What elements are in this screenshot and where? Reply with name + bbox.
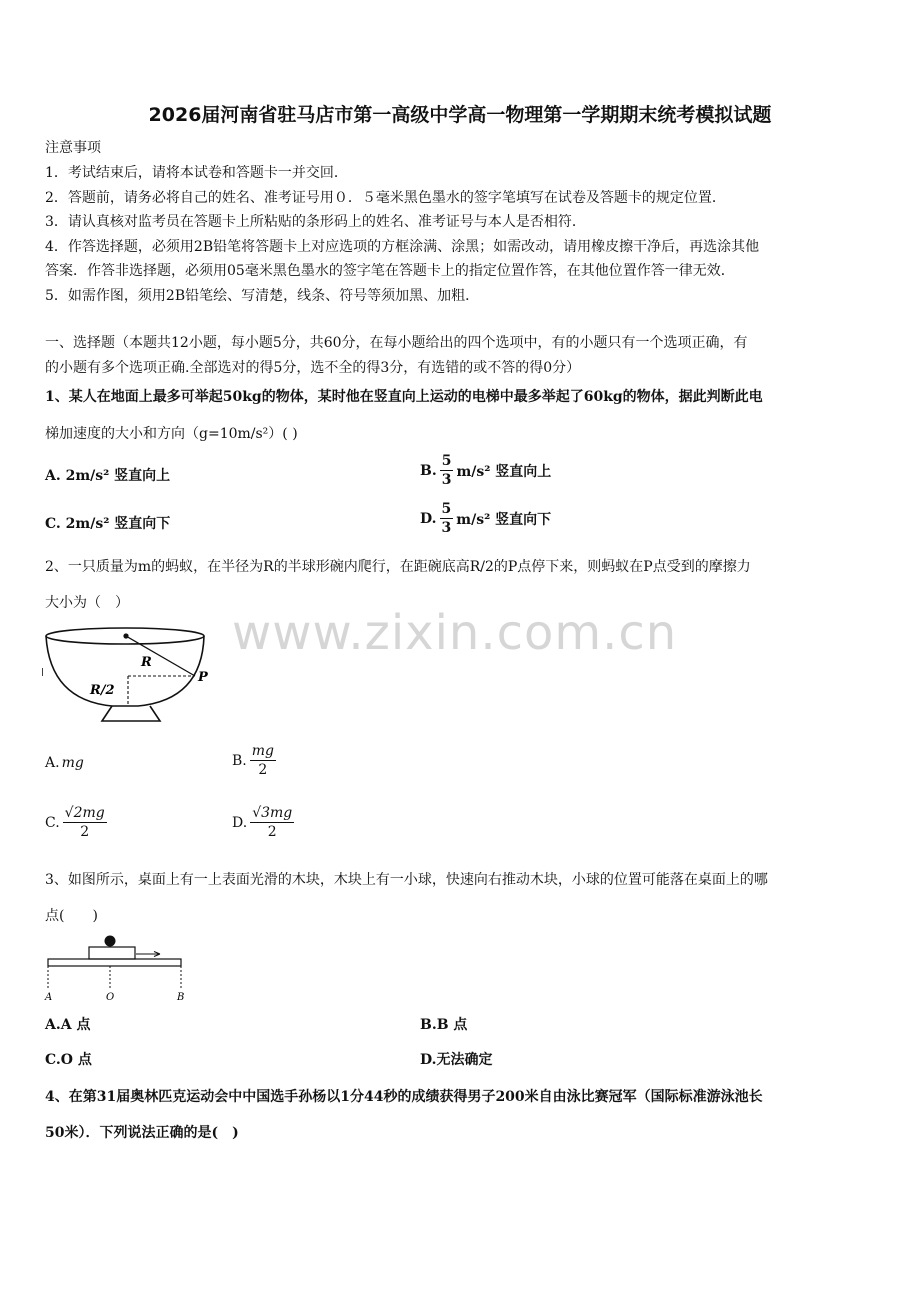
section-heading-cont: 的小题有多个选项正确.全部选对的得5分，选不全的得3分，有选错的或不答的得0分） — [45, 360, 581, 376]
q2-b-den: 2 — [258, 762, 268, 778]
q1-option-d — [420, 500, 551, 537]
watermark: www.zixin.com.cn — [232, 605, 678, 661]
q2-a-value: mg — [61, 755, 84, 771]
fig-label-b: B — [177, 992, 185, 1003]
q1-option-c: C. 2m/s² 竖直向下 — [45, 516, 171, 532]
q3-option-c: C.O 点 — [45, 1052, 92, 1068]
q1-d-fraction — [440, 500, 454, 537]
fig-label-p: P — [198, 670, 208, 685]
notice-item: 2．答题前，请务必将自己的姓名、准考证号用０．５毫米黑色墨水的签字笔填写在试卷及答题卡的规定位置． — [45, 190, 726, 206]
q1-d-prefix: D. — [420, 510, 437, 527]
q1-stem-cont: 梯加速度的大小和方向（g=10m/s²）( ) — [45, 426, 298, 442]
table-figure — [42, 932, 192, 1006]
tabletop — [48, 959, 181, 966]
fig-label-r2: R/2 — [90, 683, 115, 698]
page-title: 2026届河南省驻马店市第一高级中学高一物理第一学期期末统考模拟试题 — [148, 104, 772, 126]
q1-b-suffix: m/s² 竖直向上 — [456, 463, 552, 480]
q2-option-c — [45, 804, 110, 841]
bowl-shape — [42, 628, 204, 721]
q3-option-d: D.无法确定 — [420, 1052, 493, 1068]
q4-stem-cont: 50米）．下列说法正确的是( ) — [45, 1125, 239, 1141]
ball — [105, 936, 116, 947]
fig-label-a: A — [45, 992, 53, 1003]
fig-label-r: R — [141, 655, 152, 670]
notice-item: 3．请认真核对监考员在答题卡上所粘贴的条形码上的姓名、准考证号与本人是否相符． — [45, 214, 586, 230]
notice-item: 4．作答选择题，必须用2B铅笔将答题卡上对应选项的方框涂满、涂黑；如需改动，请用橡皮擦干净后，再选涂其他 — [45, 239, 760, 255]
q2-option-b — [232, 742, 279, 779]
q3-option-b: B.B 点 — [420, 1017, 468, 1033]
bowl-figure — [42, 624, 222, 730]
q2-c-fraction — [63, 804, 107, 841]
q1-b-fraction — [440, 452, 454, 489]
wood-block — [89, 947, 135, 959]
q2-d-prefix: D. — [232, 814, 248, 831]
q1-b-prefix: B. — [420, 462, 437, 479]
q2-b-num: mg — [251, 743, 274, 759]
q2-c-den: 2 — [80, 824, 90, 840]
notice-item: 答案．作答非选择题，必须用05毫米黑色墨水的签字笔在答题卡上的指定位置作答，在其他位置作答一律无效． — [45, 263, 735, 279]
fig-label-o: O — [106, 992, 115, 1003]
q3-option-a: A.A 点 — [45, 1017, 91, 1033]
q2-d-num: √3mg — [252, 805, 293, 821]
q1-b-num: 5 — [441, 453, 452, 469]
q1-d-den: 3 — [441, 520, 452, 536]
q2-d-fraction — [250, 804, 294, 841]
q1-option-a: A. 2m/s² 竖直向上 — [45, 468, 171, 484]
notice-item: 1．考试结束后，请将本试卷和答题卡一并交回． — [45, 165, 348, 181]
q2-b-fraction — [250, 742, 276, 779]
q2-a-prefix: A. — [45, 755, 60, 771]
q3-stem: 3、如图所示，桌面上有一上表面光滑的木块，木块上有一小球，快速向右推动木块，小球的位置可能落在桌面上的哪 — [45, 872, 768, 888]
notice-item: 5．如需作图，须用2B铅笔绘、写清楚，线条、符号等须加黑、加粗． — [45, 288, 480, 304]
q2-stem: 2、一只质量为m的蚂蚁，在半径为R的半球形碗内爬行，在距碗底高R/2的P点停下来，则蚂蚁在P点受到的摩擦力 — [45, 559, 751, 575]
q2-b-prefix: B. — [232, 752, 247, 769]
q2-c-prefix: C. — [45, 814, 60, 831]
q1-d-suffix: m/s² 竖直向下 — [456, 511, 552, 528]
q1-d-num: 5 — [441, 501, 452, 517]
q2-option-d — [232, 804, 297, 841]
q2-option-a — [45, 755, 84, 771]
q1-b-den: 3 — [441, 472, 452, 488]
q2-stem-cont: 大小为（ ） — [45, 595, 129, 611]
q4-stem: 4、在第31届奥林匹克运动会中中国选手孙杨以1分44秒的成绩获得男子200米自由泳比赛冠军（国际标准游泳池长 — [45, 1089, 763, 1105]
q2-c-num: √2mg — [64, 805, 105, 821]
notice-heading: 注意事项 — [45, 140, 101, 156]
q2-d-den: 2 — [267, 824, 277, 840]
q3-stem-cont: 点( ) — [45, 908, 98, 924]
q1-option-b — [420, 452, 551, 489]
q1-stem: 1、某人在地面上最多可举起50kg的物体，某时他在竖直向上运动的电梯中最多举起了60kg的物体，据此判断此电 — [45, 389, 763, 405]
section-heading: 一、选择题（本题共12小题，每小题5分，共60分，在每小题给出的四个选项中，有的小题只有一个选项正确，有 — [45, 335, 748, 351]
